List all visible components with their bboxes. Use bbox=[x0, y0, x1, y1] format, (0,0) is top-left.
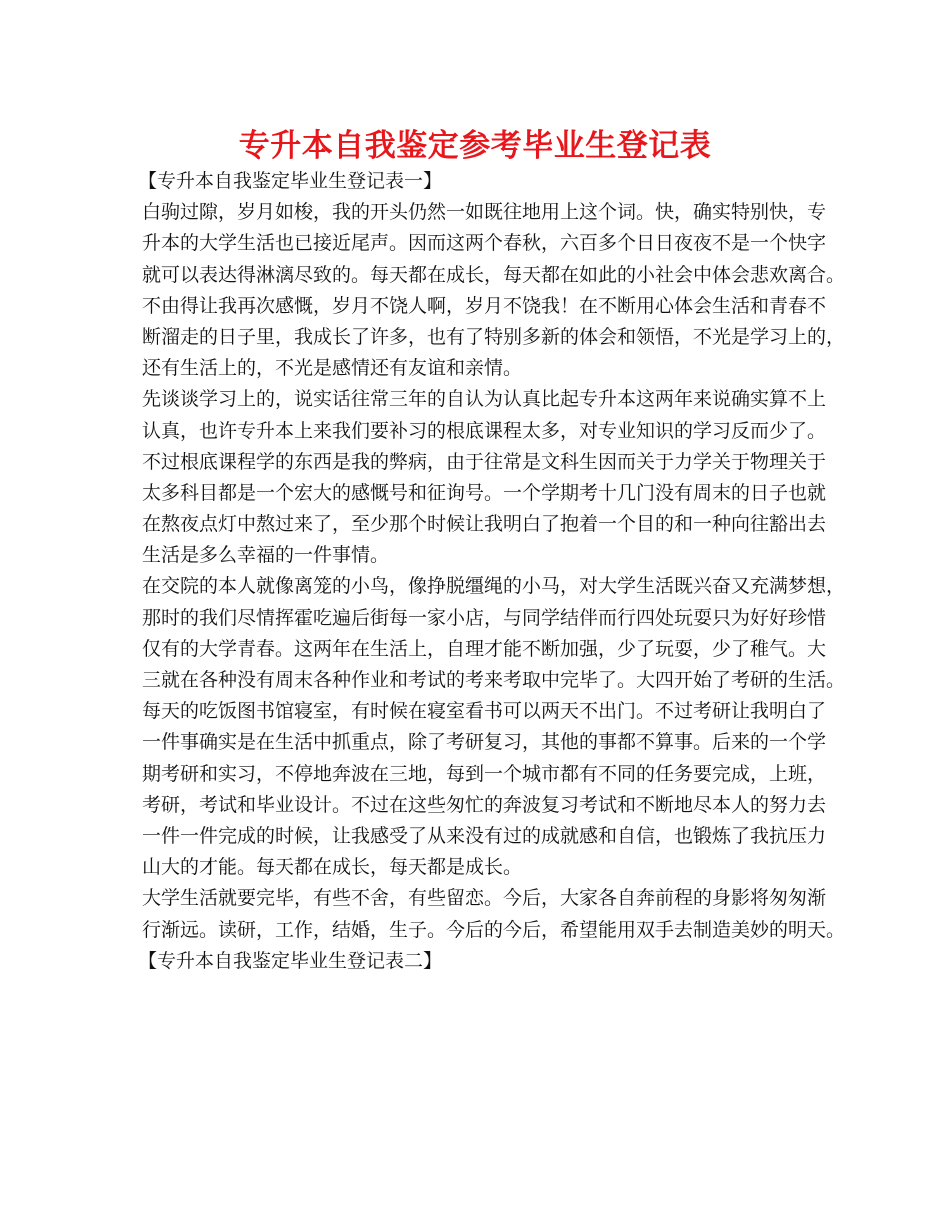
section-heading-2: 【专升本自我鉴定毕业生登记表二】 bbox=[138, 949, 443, 972]
text-line: 大学生活就要完毕，有些不舍，有些留恋。今后，大家各自奔前程的身影将匆匆渐 bbox=[142, 887, 827, 910]
text-line: 认真，也许专升本上来我们要补习的根底课程太多，对专业知识的学习反而少了。 bbox=[142, 419, 827, 442]
text-line: 不过根底课程学的东西是我的弊病，由于往常是文科生因而关于力学关于物理关于 bbox=[142, 450, 827, 473]
text-line: 一件事确实是在生活中抓重点，除了考研复习，其他的事都不算事。后来的一个学 bbox=[142, 731, 827, 754]
section-heading-1: 【专升本自我鉴定毕业生登记表一】 bbox=[138, 170, 443, 192]
text-line: 先谈谈学习上的，说实话往常三年的自认为认真比起专升本这两年来说确实算不上 bbox=[142, 388, 827, 411]
text-line: 在熬夜点灯中熬过来了，至少那个时候让我明白了抱着一个目的和一种向往豁出去 bbox=[142, 513, 827, 536]
text-line: 仅有的大学青春。这两年在生活上，自理才能不断加强，少了玩耍，少了稚气。大 bbox=[142, 637, 827, 660]
text-line: 那时的我们尽情挥霍吃遍后街每一家小店，与同学结伴而行四处玩耍只为好好珍惜 bbox=[142, 606, 827, 629]
text-line: 白驹过隙，岁月如梭，我的开头仍然一如既往地用上这个词。快，确实特别快，专 bbox=[142, 201, 827, 224]
paragraph-4 bbox=[142, 883, 846, 945]
document-title: 专升本自我鉴定参考毕业生登记表 bbox=[238, 128, 712, 164]
text-line: 在交院的本人就像离笼的小鸟，像挣脱缰绳的小马，对大学生活既兴奋又充满梦想， bbox=[142, 575, 846, 598]
document-body bbox=[138, 166, 846, 977]
paragraph-1 bbox=[142, 197, 846, 384]
text-line: 山大的才能。每天都在成长，每天都是成长。 bbox=[142, 856, 523, 879]
text-line: 升本的大学生活也已接近尾声。因而这两个春秋，六百多个日日夜夜不是一个快字 bbox=[142, 232, 827, 255]
text-line: 期考研和实习，不停地奔波在三地，每到一个城市都有不同的任务要完成，上班， bbox=[142, 762, 827, 785]
text-line: 三就在各种没有周末各种作业和考试的考来考取中完毕了。大四开始了考研的生活。 bbox=[142, 669, 846, 691]
text-line: 一件一件完成的时候，让我感受了从来没有过的成就感和自信，也锻炼了我抗压力 bbox=[142, 824, 827, 847]
text-line: 考研，考试和毕业设计。不过在这些匆忙的奔波复习考试和不断地尽本人的努力去 bbox=[142, 793, 827, 816]
text-line: 不由得让我再次感慨，岁月不饶人啊，岁月不饶我！在不断用心体会生活和青春不 bbox=[142, 294, 827, 317]
text-line: 太多科目都是一个宏大的感慨号和征询号。一个学期考十几门没有周末的日子也就 bbox=[142, 481, 827, 504]
paragraph-2 bbox=[142, 384, 842, 571]
paragraph-3 bbox=[142, 571, 846, 883]
text-line: 还有生活上的，不光是感情还有友谊和亲情。 bbox=[142, 357, 523, 380]
text-line: 就可以表达得淋漓尽致的。每天都在成长，每天都在如此的小社会中体会悲欢离合。 bbox=[142, 263, 846, 286]
text-line: 行渐远。读研，工作，结婚，生子。今后的今后，希望能用双手去制造美妙的明天。 bbox=[142, 918, 846, 941]
text-line: 生活是多么幸福的一件事情。 bbox=[142, 544, 390, 567]
text-line: 断溜走的日子里，我成长了许多，也有了特别多新的体会和领悟，不光是学习上的， bbox=[142, 325, 846, 348]
text-line: 每天的吃饭图书馆寝室，有时候在寝室看书可以两天不出门。不过考研让我明白了 bbox=[142, 700, 827, 723]
